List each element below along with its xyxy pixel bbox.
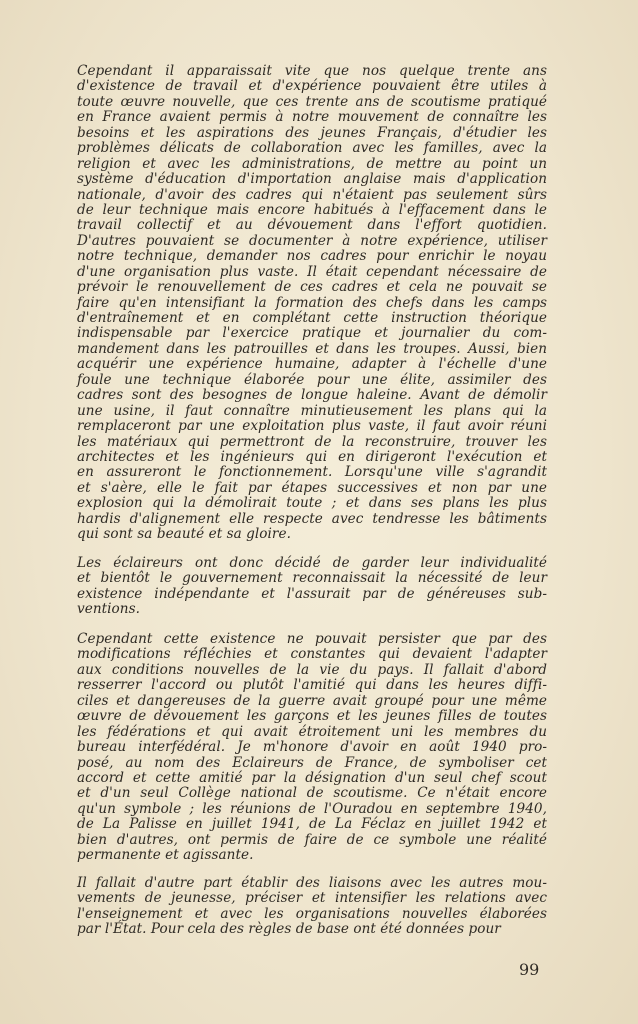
paragraph-2 — [77, 556, 547, 618]
text-line: ventions. — [77, 601, 140, 618]
text-line: par l'État. Pour cela des règles de base ont été données pour — [77, 921, 501, 938]
text-line: système d'éducation d'importation anglaise mais d'application — [77, 171, 547, 188]
text-line: vements de jeunesse, préciser et intensifier les relations avec — [77, 890, 547, 907]
text-line: de La Palisse en juillet 1941, de La Féclaz en juillet 1942 et — [77, 816, 547, 833]
text-line: bureau interfédéral. Je m'honore d'avoir en août 1940 pro- — [77, 739, 547, 756]
text-line: Il fallait d'autre part établir des liaisons avec les autres mou- — [77, 875, 547, 891]
text-line: toute œuvre nouvelle, que ces trente ans de scoutisme pratiqué — [77, 93, 547, 110]
text-line: œuvre de dévouement les garçons et les jeunes filles de toutes — [77, 708, 547, 725]
text-line: les matériaux qui permettront de la reconstruire, trouver les — [77, 433, 547, 450]
text-line: religion et avec les administrations, de mettre au point un — [77, 155, 547, 172]
text-line: prévoir le renouvellement de ces cadres et cela ne pouvait se — [77, 279, 547, 296]
text-line: existence indépendante et l'assurait par de généreuses sub- — [77, 585, 547, 602]
text-line: notre technique, demander nos cadres pour enrichir le noyau — [77, 248, 547, 265]
text-line: problèmes délicats de collaboration avec les familles, avec la — [77, 140, 547, 157]
page-number: 99 — [519, 960, 540, 979]
text-line: de leur technique mais encore habitués à l'effacement dans le — [77, 201, 547, 218]
text-line: accord et cette amitié par la désignation d'un seul chef scout — [77, 769, 547, 786]
text-line: qui sont sa beauté et sa gloire. — [77, 526, 291, 543]
text-line: posé, au nom des Eclaireurs de France, de symboliser cet — [77, 754, 547, 771]
text-line: modifications réfléchies et constantes qui devaient l'adapter — [77, 646, 547, 663]
text-line: aux conditions nouvelles de la vie du pays. Il fallait d'abord — [77, 661, 547, 678]
text-line: foule une technique élaborée pour une élite, assimiler des — [77, 371, 547, 388]
text-line: les fédérations et qui avait étroitement uni les membres du — [77, 723, 547, 740]
text-line: remplaceront par une exploitation plus vaste, il faut avoir réuni — [77, 418, 547, 435]
text-line: nationale, d'avoir des cadres qui n'étaient pas seulement sûrs — [77, 186, 547, 203]
text-line: et bientôt le gouvernement reconnaissait la nécessité de leur — [77, 570, 547, 587]
text-line: Cependant cette existence ne pouvait persister que par des — [77, 631, 547, 647]
text-line: Cependant il apparaissait vite que nos quelque trente ans — [77, 63, 547, 79]
paragraph-1 — [77, 64, 547, 543]
text-line: faire qu'en intensifiant la formation des chefs dans les camps — [77, 294, 547, 311]
text-line: besoins et les aspirations des jeunes Français, d'étudier les — [77, 124, 547, 141]
text-line: cadres sont des besognes de longue haleine. Avant de démolir — [77, 387, 547, 404]
text-line: d'une organisation plus vaste. Il était cependant nécessaire de — [77, 263, 547, 280]
text-line: d'existence de travail et d'expérience pouvaient être utiles à — [77, 78, 547, 95]
text-line: ciles et dangereuses de la guerre avait groupé pour une même — [77, 692, 547, 709]
text-line: acquérir une expérience humaine, adapter à l'échelle d'une — [77, 356, 547, 373]
text-line: et s'aère, elle le fait par étapes successives et non par une — [77, 479, 547, 496]
text-line: indispensable par l'exercice pratique et journalier du com- — [77, 325, 547, 342]
text-line: permanente et agissante. — [77, 847, 254, 864]
text-line: bien d'autres, ont permis de faire de ce symbole une réalité — [77, 831, 547, 848]
text-line: d'entraînement et en complétant cette instruction théorique — [77, 310, 547, 326]
text-line: mandement dans les patrouilles et dans les troupes. Aussi, bien — [77, 340, 547, 357]
text-line: et d'un seul Collège national de scoutisme. Ce n'était encore — [77, 785, 547, 802]
text-line: explosion qui la démolirait toute ; et dans ses plans les plus — [77, 495, 547, 512]
text-line: hardis d'alignement elle respecte avec tendresse les bâtiments — [77, 510, 547, 527]
text-line: Les éclaireurs ont donc décidé de garder leur individualité — [77, 555, 547, 571]
text-line: en France avaient permis à notre mouvement de connaître les — [77, 109, 547, 126]
text-line: D'autres pouvaient se documenter à notre expérience, utiliser — [77, 232, 547, 249]
text-line: architectes et les ingénieurs qui en dirigeront l'exécution et — [77, 448, 547, 465]
text-line: travail collectif et au dévouement dans l'effort quotidien. — [77, 217, 547, 234]
paragraph-4 — [77, 876, 547, 938]
text-line: en assureront le fonctionnement. Lorsqu'une ville s'agrandit — [77, 464, 547, 481]
text-line: qu'un symbole ; les réunions de l'Ouradou en septembre 1940, — [77, 800, 547, 817]
text-line: une usine, il faut connaître minutieusement les plans qui la — [77, 402, 547, 419]
text-line: resserrer l'accord ou plutôt l'amitié qui dans les heures diffi- — [77, 677, 547, 694]
paragraph-3 — [77, 632, 547, 864]
text-line: l'enseignement et avec les organisations nouvelles élaborées — [77, 905, 547, 922]
